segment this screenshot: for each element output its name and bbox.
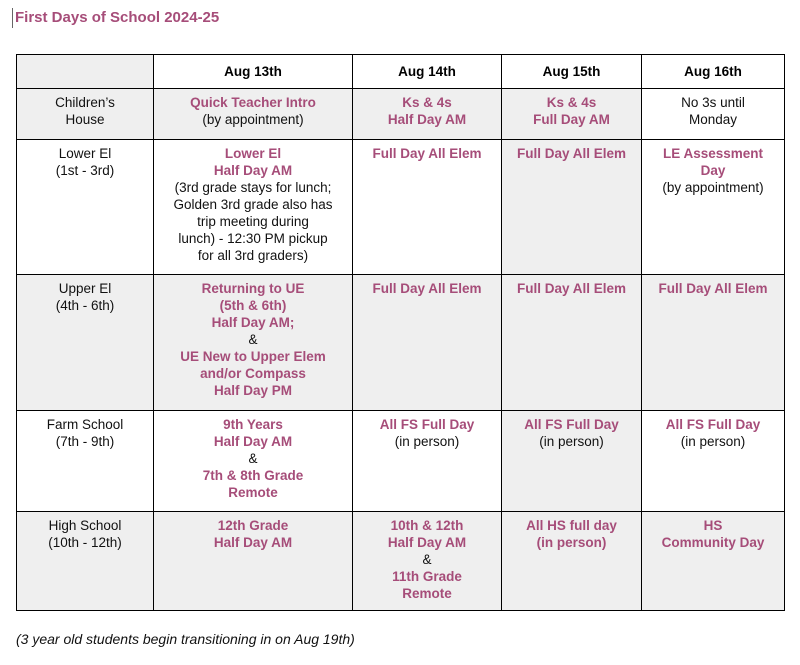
cell: [502, 140, 642, 275]
cell-line: Ks & 4s: [546, 95, 597, 110]
table-row: [17, 411, 785, 512]
row-label-line: (10th - 12th): [48, 535, 122, 550]
cell: [642, 512, 785, 611]
row-label-line: Lower El: [58, 146, 112, 161]
cell: [642, 411, 785, 512]
cell: [502, 89, 642, 140]
cell-line: Full Day All Elem: [516, 146, 627, 161]
cell: [154, 275, 353, 411]
cell-line: Day: [700, 163, 726, 178]
cell-line: Half Day PM: [213, 383, 293, 398]
cell: [353, 275, 502, 411]
cell-line: (3rd grade stays for lunch;: [174, 180, 332, 195]
cell: [154, 140, 353, 275]
cell: [154, 411, 353, 512]
footnote: (3 year old students begin transitioning in on Aug 19th): [16, 631, 355, 647]
cell: [502, 411, 642, 512]
cell-line: Full Day All Elem: [372, 146, 482, 161]
cell-line: Lower El: [224, 146, 282, 161]
row-label-line: House: [65, 112, 105, 127]
header-aug-14: Aug 14th: [353, 55, 502, 89]
cell-line: 9th Years: [223, 417, 283, 432]
cell-line: Full Day All Elem: [516, 281, 627, 296]
row-label: [17, 411, 154, 512]
cell: [642, 89, 785, 140]
cell-line: Remote: [402, 586, 452, 601]
document-title: First Days of School 2024-25: [12, 8, 219, 28]
row-label: [17, 89, 154, 140]
cell-line: LE Assessment: [662, 146, 764, 161]
cell-line: &: [422, 552, 432, 567]
cell-line: &: [248, 332, 258, 347]
cell-line: (in person): [539, 434, 604, 449]
cell-line: 10th & 12th: [390, 518, 464, 533]
cell-line: Ks & 4s: [402, 95, 452, 110]
cell-line: Full Day AM: [533, 112, 610, 127]
row-label: [17, 140, 154, 275]
cell: [642, 275, 785, 411]
cell-line: Half Day AM: [213, 535, 293, 550]
cell-line: (by appointment): [662, 180, 764, 195]
cell-line: and/or Compass: [200, 366, 306, 381]
cell-line: trip meeting during: [197, 214, 309, 229]
table-row: [17, 275, 785, 411]
table-row: [17, 89, 785, 140]
cell-line: Full Day All Elem: [372, 281, 482, 296]
table-row: [17, 512, 785, 611]
row-label-line: (4th - 6th): [55, 298, 115, 313]
cell-line: Golden 3rd grade also has: [173, 197, 333, 212]
cell: [353, 89, 502, 140]
cell: [353, 411, 502, 512]
cell-line: Half Day AM: [387, 535, 467, 550]
cell: [353, 512, 502, 611]
cell-line: lunch) - 12:30 PM pickup: [178, 231, 328, 246]
cell-line: No 3s until: [681, 95, 745, 110]
row-label-line: (7th - 9th): [55, 434, 115, 449]
cell-line: All HS full day: [526, 518, 617, 533]
cell-line: &: [248, 451, 258, 466]
row-label: [17, 275, 154, 411]
cell-line: (5th & 6th): [219, 298, 287, 313]
header-aug-15: Aug 15th: [502, 55, 642, 89]
cell-line: UE New to Upper Elem: [180, 349, 326, 364]
cell: [642, 140, 785, 275]
header-row: [17, 55, 785, 89]
cell-line: (in person): [536, 535, 607, 550]
cell-line: Half Day AM: [387, 112, 467, 127]
row-label-line: Upper El: [58, 281, 112, 296]
cell: [154, 512, 353, 611]
header-aug-13: Aug 13th: [154, 55, 353, 89]
cell-line: All FS Full Day: [379, 417, 475, 432]
cell-line: Monday: [688, 112, 738, 127]
cell: [353, 140, 502, 275]
cell-line: 12th Grade: [217, 518, 289, 533]
header-aug-16: Aug 16th: [642, 55, 785, 89]
cell-line: Returning to UE: [201, 281, 305, 296]
cell-line: 7th & 8th Grade: [202, 468, 304, 483]
row-label: [17, 512, 154, 611]
header-corner: [17, 55, 154, 89]
row-label-line: High School: [48, 518, 122, 533]
row-label-line: (1st - 3rd): [55, 163, 115, 178]
cell: [502, 275, 642, 411]
cell-line: All FS Full Day: [665, 417, 761, 432]
cell-line: (in person): [680, 434, 746, 449]
table-row: [17, 140, 785, 275]
cell-line: (in person): [394, 434, 460, 449]
cell-line: Half Day AM;: [211, 315, 295, 330]
cell-line: for all 3rd graders): [197, 248, 309, 263]
cell-line: Half Day AM: [213, 163, 293, 178]
cell-line: Remote: [228, 485, 278, 500]
cell-line: Half Day AM: [213, 434, 293, 449]
row-label-line: Children’s: [55, 95, 115, 110]
cell-line: Community Day: [661, 535, 765, 550]
cell-line: Full Day All Elem: [658, 281, 768, 296]
cell-line: 11th Grade: [392, 569, 462, 584]
cell: [154, 89, 353, 140]
row-label-line: Farm School: [46, 417, 124, 432]
schedule-table: [16, 54, 785, 611]
cell-line: HS: [703, 518, 723, 533]
cell-line: (by appointment): [202, 112, 304, 127]
cell-line: All FS Full Day: [524, 417, 619, 432]
cell: [502, 512, 642, 611]
cell-line: Quick Teacher Intro: [190, 95, 316, 110]
